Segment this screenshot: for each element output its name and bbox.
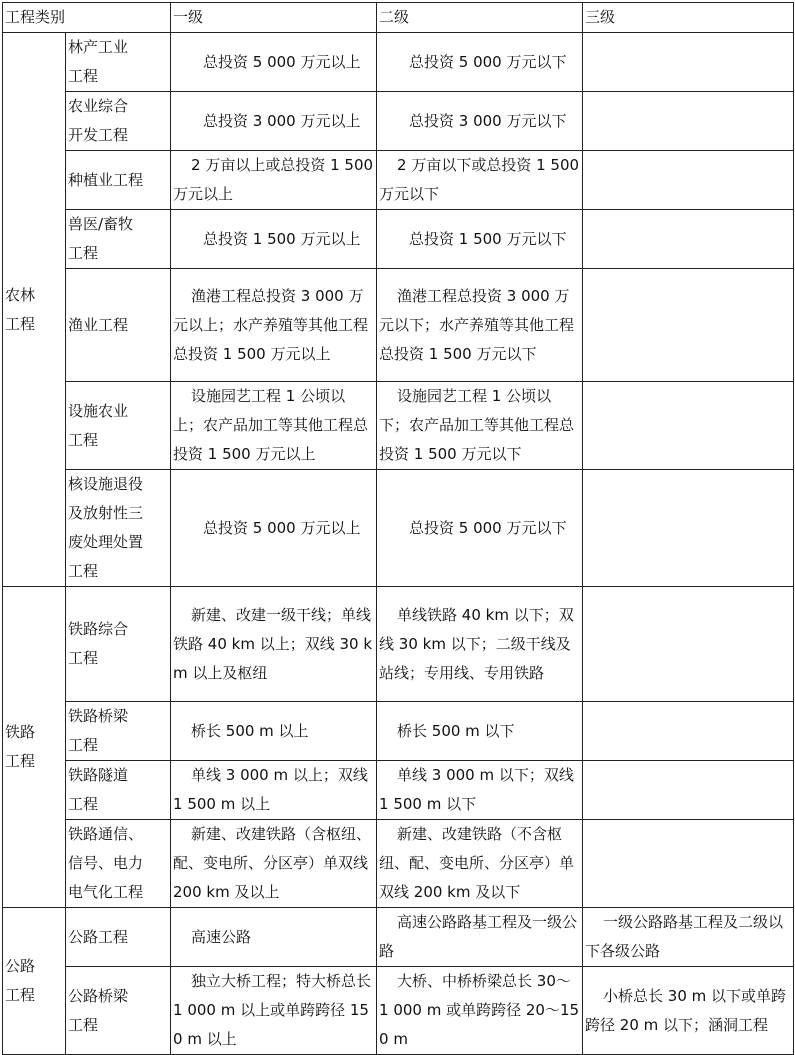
header-level2: 二级 bbox=[377, 3, 583, 33]
subcategory: 林产工业 工程 bbox=[66, 33, 171, 92]
table-row bbox=[3, 761, 794, 820]
subcategory: 公路桥梁 工程 bbox=[66, 967, 171, 1055]
level3-cell bbox=[583, 151, 794, 210]
level3-cell bbox=[583, 382, 794, 470]
level2-cell: 桥长 500 m 以下 bbox=[377, 702, 583, 761]
level2-cell: 渔港工程总投资 3 000 万元以下；水产养殖等其他工程总投资 1 500 万元以下 bbox=[377, 269, 583, 382]
header-category: 工程类别 bbox=[3, 3, 171, 33]
level2-cell: 2 万亩以下或总投资 1 500 万元以下 bbox=[377, 151, 583, 210]
category-highway: 公路 工程 bbox=[3, 908, 66, 1055]
level1-cell: 新建、改建一级干线；单线铁路 40 km 以上；双线 30 km 以上及枢纽 bbox=[171, 587, 377, 702]
header-level1: 一级 bbox=[171, 3, 377, 33]
table-row bbox=[3, 382, 794, 470]
level3-cell bbox=[583, 587, 794, 702]
level1-cell: 渔港工程总投资 3 000 万元以上；水产养殖等其他工程总投资 1 500 万元以上 bbox=[171, 269, 377, 382]
level3-cell bbox=[583, 92, 794, 151]
header-row bbox=[3, 3, 794, 33]
subcategory: 种植业工程 bbox=[66, 151, 171, 210]
level2-cell: 总投资 5 000 万元以下 bbox=[377, 33, 583, 92]
header-level3: 三级 bbox=[583, 3, 794, 33]
subcategory: 铁路综合 工程 bbox=[66, 587, 171, 702]
level1-cell: 总投资 5 000 万元以上 bbox=[171, 470, 377, 587]
level3-cell bbox=[583, 820, 794, 908]
level1-cell: 总投资 1 500 万元以上 bbox=[171, 210, 377, 269]
level2-cell: 大桥、中桥桥梁总长 30～1 000 m 或单跨跨径 20～150 m bbox=[377, 967, 583, 1055]
level1-cell: 2 万亩以上或总投资 1 500 万元以上 bbox=[171, 151, 377, 210]
level2-cell: 单线 3 000 m 以下；双线 1 500 m 以下 bbox=[377, 761, 583, 820]
level3-cell bbox=[583, 269, 794, 382]
level3-cell bbox=[583, 210, 794, 269]
subcategory: 兽医/畜牧 工程 bbox=[66, 210, 171, 269]
table-row bbox=[3, 210, 794, 269]
level3-cell: 一级公路路基工程及二级以下各级公路 bbox=[583, 908, 794, 967]
level1-cell: 设施园艺工程 1 公顷以上；农产品加工等其他工程总投资 1 500 万元以上 bbox=[171, 382, 377, 470]
level1-cell: 新建、改建铁路（含枢纽、配、变电所、分区亭）单双线 200 km 及以上 bbox=[171, 820, 377, 908]
subcategory: 铁路隧道 工程 bbox=[66, 761, 171, 820]
subcategory: 铁路桥梁 工程 bbox=[66, 702, 171, 761]
table-row bbox=[3, 269, 794, 382]
subcategory: 铁路通信、 信号、电力 电气化工程 bbox=[66, 820, 171, 908]
level2-cell: 总投资 5 000 万元以下 bbox=[377, 470, 583, 587]
subcategory: 渔业工程 bbox=[66, 269, 171, 382]
engineering-classification-table bbox=[2, 2, 794, 1055]
level1-cell: 高速公路 bbox=[171, 908, 377, 967]
level2-cell: 设施园艺工程 1 公顷以下；农产品加工等其他工程总投资 1 500 万元以下 bbox=[377, 382, 583, 470]
subcategory: 核设施退役 及放射性三 废处理处置 工程 bbox=[66, 470, 171, 587]
level1-cell: 总投资 3 000 万元以上 bbox=[171, 92, 377, 151]
table-row bbox=[3, 470, 794, 587]
category-agri-forestry: 农林 工程 bbox=[3, 33, 66, 587]
table-row bbox=[3, 151, 794, 210]
level3-cell bbox=[583, 33, 794, 92]
level2-cell: 总投资 1 500 万元以下 bbox=[377, 210, 583, 269]
level3-cell bbox=[583, 470, 794, 587]
level3-cell bbox=[583, 761, 794, 820]
level2-cell: 新建、改建铁路（不含枢纽、配、变电所、分区亭）单双线 200 km 及以下 bbox=[377, 820, 583, 908]
subcategory: 农业综合 开发工程 bbox=[66, 92, 171, 151]
table-row bbox=[3, 967, 794, 1055]
level1-cell: 桥长 500 m 以上 bbox=[171, 702, 377, 761]
table-row bbox=[3, 702, 794, 761]
category-railway: 铁路 工程 bbox=[3, 587, 66, 908]
level2-cell: 单线铁路 40 km 以下；双线 30 km 以下；二级干线及站线；专用线、专用铁路 bbox=[377, 587, 583, 702]
level3-cell: 小桥总长 30 m 以下或单跨跨径 20 m 以下；涵洞工程 bbox=[583, 967, 794, 1055]
subcategory: 公路工程 bbox=[66, 908, 171, 967]
table-row bbox=[3, 92, 794, 151]
level2-cell: 高速公路路基工程及一级公路 bbox=[377, 908, 583, 967]
table-row bbox=[3, 33, 794, 92]
subcategory: 设施农业 工程 bbox=[66, 382, 171, 470]
level1-cell: 总投资 5 000 万元以上 bbox=[171, 33, 377, 92]
table-row bbox=[3, 908, 794, 967]
level3-cell bbox=[583, 702, 794, 761]
table-row bbox=[3, 587, 794, 702]
level1-cell: 独立大桥工程；特大桥总长 1 000 m 以上或单跨跨径 150 m 以上 bbox=[171, 967, 377, 1055]
table-row bbox=[3, 820, 794, 908]
level1-cell: 单线 3 000 m 以上；双线 1 500 m 以上 bbox=[171, 761, 377, 820]
level2-cell: 总投资 3 000 万元以下 bbox=[377, 92, 583, 151]
